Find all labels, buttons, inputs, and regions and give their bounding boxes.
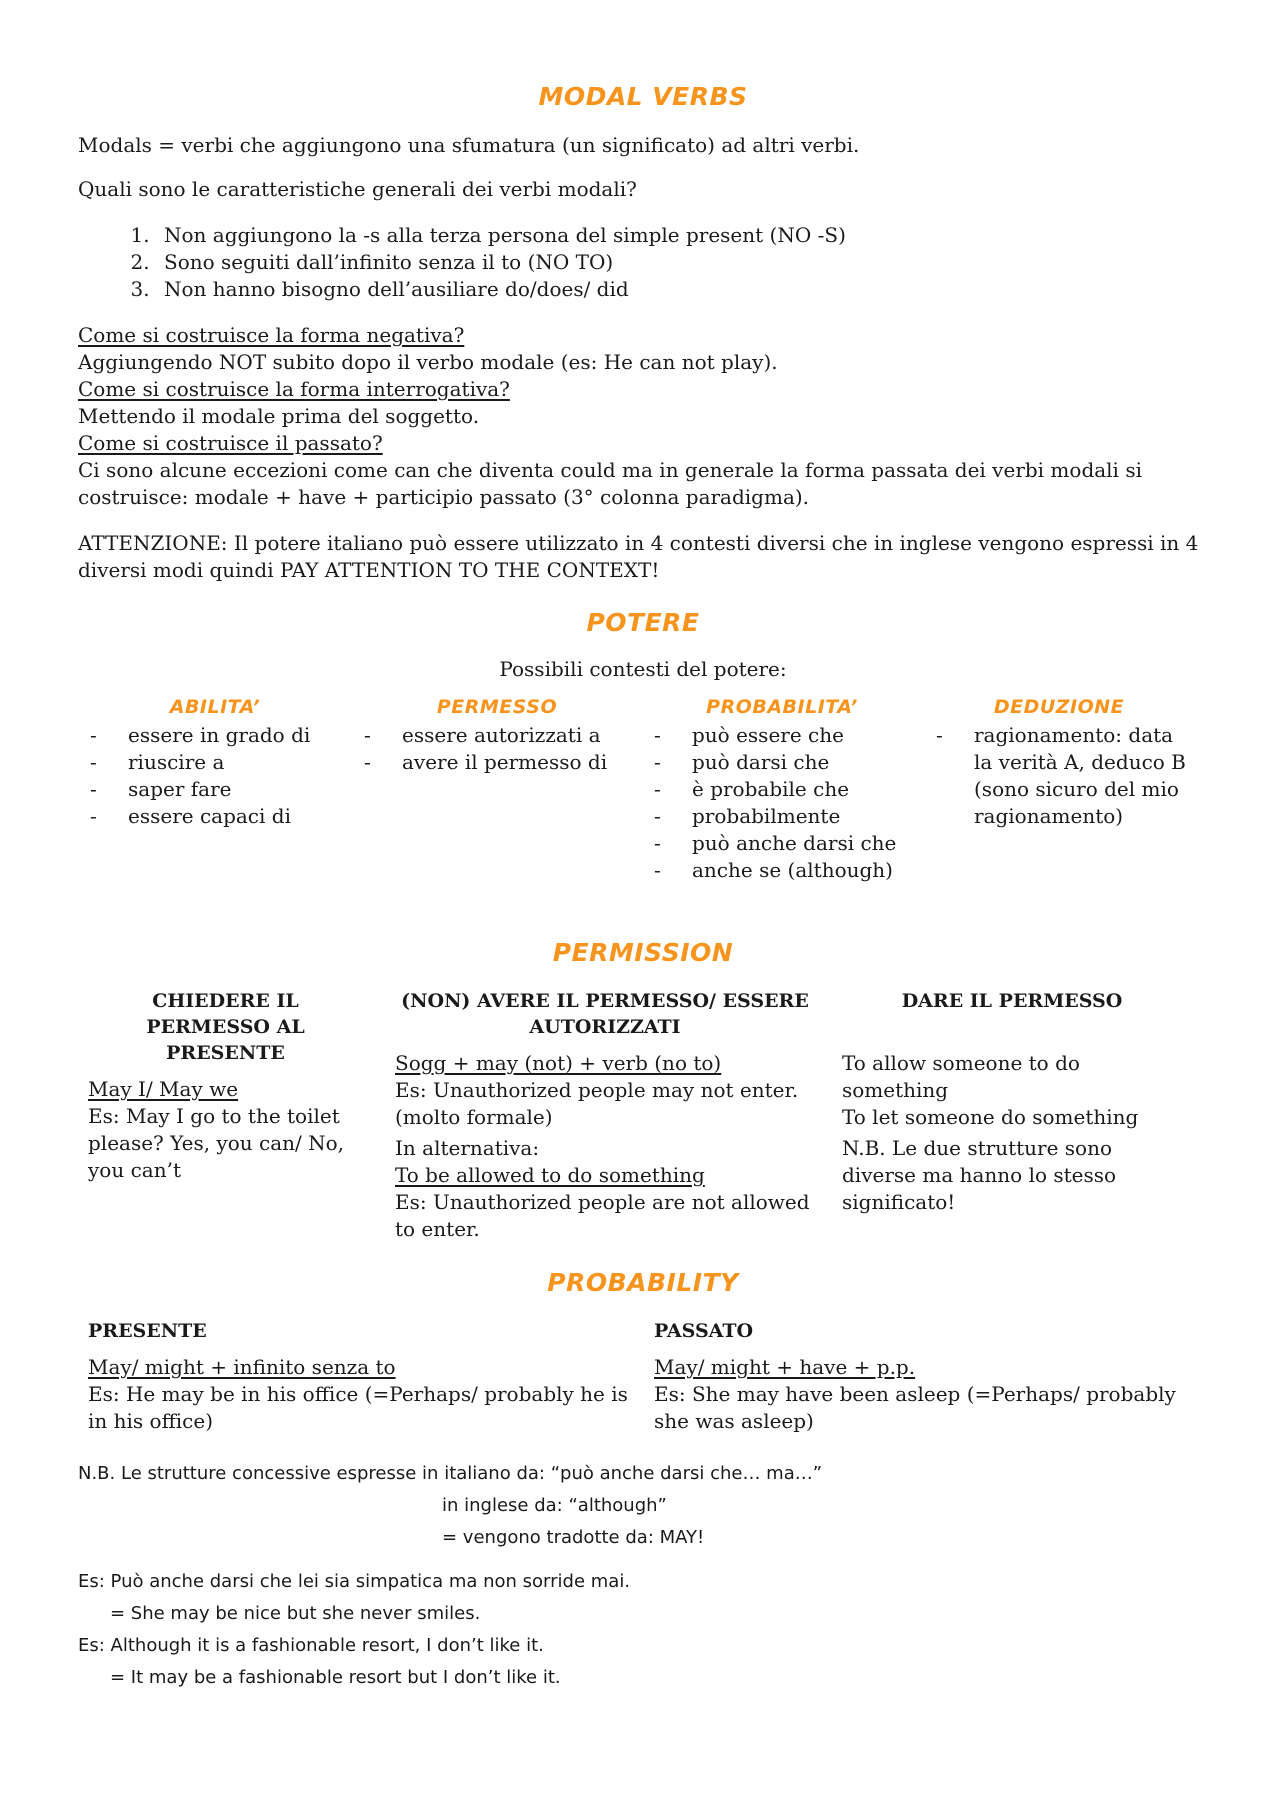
alternative-rule: To be allowed to do something [395, 1163, 705, 1187]
column-heading: ABILITA’ [169, 696, 261, 718]
list-item: - può darsi che [642, 749, 922, 776]
potere-column-abilita [78, 696, 352, 830]
list-item: - essere in grado di [78, 722, 352, 749]
negative-answer: Aggiungendo NOT subito dopo il verbo modale (es: He can not play). [78, 350, 778, 374]
structure-let: To let someone do something [842, 1105, 1139, 1129]
list-item: - essere autorizzati a [352, 722, 642, 749]
translation-line: = It may be a fashionable resort but I don’t like it. [110, 1667, 561, 1688]
list-item: 3. Non hanno bisogno dell’ausiliare do/does/ did [156, 276, 1256, 303]
column-heading: (NON) AVERE IL PERMESSO/ ESSERE AUTORIZZATI [401, 990, 809, 1038]
column-heading: DEDUZIONE [993, 696, 1125, 718]
note-line: = vengono tradotte da: MAY! [442, 1527, 705, 1548]
probability-past [654, 1318, 1194, 1435]
example: Es: May I go to the toilet please? Yes, you can/ No, you can’t [88, 1104, 344, 1182]
example-line: Es: Although it is a fashionable resort, I don’t like it. [78, 1635, 544, 1656]
alternative-label: In alternativa: [395, 1136, 540, 1160]
list-item: - essere capaci di [78, 803, 352, 830]
alternative-example: Es: Unauthorized people are not allowed to enter. [395, 1190, 810, 1241]
list-item: - avere il permesso di [352, 749, 642, 776]
potere-title: POTERE [586, 608, 700, 637]
page-title: MODAL VERBS [538, 82, 748, 111]
characteristics-question: Quali sono le caratteristiche generali dei verbi modali? [78, 177, 637, 201]
characteristics-list [78, 222, 1256, 303]
list-item: - ragionamento: data la verità A, deduco B (sono sicuro del mio ragionamento) [924, 722, 1194, 830]
past-question: Come si costruisce il passato? [78, 431, 383, 455]
column-heading: DARE IL PERMESSO [901, 990, 1123, 1012]
column-heading: PASSATO [654, 1320, 754, 1342]
definition: Modals = verbi che aggiungono una sfumatura (un significato) ad altri verbi. [78, 133, 860, 157]
note-line: N.B. Le strutture concessive espresse in italiano da: “può anche darsi che… ma…” [78, 1463, 823, 1484]
column-list [352, 722, 642, 776]
potere-column-permesso [352, 696, 642, 776]
note-line: in inglese da: “although” [442, 1495, 667, 1516]
list-item: - riuscire a [78, 749, 352, 776]
example: Es: He may be in his office (=Perhaps/ probably he is in his office) [88, 1382, 628, 1433]
list-item: - può essere che [642, 722, 922, 749]
attention-note: ATTENZIONE: Il potere italiano può essere utilizzato in 4 contesti diversi che in inglese vengono espressi in 4 diversi modi quindi PAY ATTENTION TO THE CONTEXT! [78, 531, 1199, 582]
example: Es: She may have been asleep (=Perhaps/ probably she was asleep) [654, 1382, 1176, 1433]
probability-present [88, 1318, 628, 1435]
permission-column-give [842, 988, 1182, 1216]
probability-title: PROBABILITY [547, 1268, 739, 1297]
negative-question: Come si costruisce la forma negativa? [78, 323, 465, 347]
forms-section [78, 322, 1218, 511]
note: N.B. Le due strutture sono diverse ma hanno lo stesso significato! [842, 1136, 1117, 1214]
permission-column-have [395, 988, 815, 1243]
column-list [78, 722, 352, 830]
column-heading: PROBABILITA’ [706, 696, 858, 718]
interrogative-answer: Mettendo il modale prima del soggetto. [78, 404, 480, 428]
concessive-note [78, 1458, 1218, 1694]
structure-allow: To allow someone to do something [842, 1051, 1080, 1102]
rule: May/ might + infinito senza to [88, 1355, 396, 1379]
column-heading: PRESENTE [88, 1320, 207, 1342]
list-item: - è probabile che [642, 776, 922, 803]
column-list [924, 722, 1194, 830]
permission-column-ask [88, 988, 363, 1184]
interrogative-question: Come si costruisce la forma interrogativa? [78, 377, 510, 401]
note: (molto formale) [395, 1105, 553, 1129]
column-heading: CHIEDERE IL PERMESSO AL PRESENTE [146, 990, 305, 1064]
potere-column-deduzione [924, 696, 1194, 830]
list-item: - probabilmente [642, 803, 922, 830]
list-item: - può anche darsi che [642, 830, 922, 857]
example-line: Es: Può anche darsi che lei sia simpatica ma non sorride mai. [78, 1571, 631, 1592]
rule: Sogg + may (not) + verb (no to) [395, 1051, 722, 1075]
rule: May I/ May we [88, 1077, 239, 1101]
past-answer: Ci sono alcune eccezioni come can che diventa could ma in generale la forma passata dei verbi modali si costruisce: modale + have + participio passato (3° colonna paradigma). [78, 458, 1142, 509]
translation-line: = She may be nice but she never smiles. [110, 1603, 481, 1624]
rule: May/ might + have + p.p. [654, 1355, 916, 1379]
potere-column-probabilita [642, 696, 922, 884]
potere-subtitle: Possibili contesti del potere: [499, 657, 787, 681]
list-item: 2. Sono seguiti dall’infinito senza il to (NO TO) [156, 249, 1256, 276]
list-item: - anche se (although) [642, 857, 922, 884]
example: Es: Unauthorized people may not enter. [395, 1078, 799, 1102]
permission-title: PERMISSION [552, 938, 734, 967]
column-heading: PERMESSO [436, 696, 558, 718]
list-item: - saper fare [78, 776, 352, 803]
list-item: 1. Non aggiungono la -s alla terza persona del simple present (NO -S) [156, 222, 1256, 249]
column-list [642, 722, 922, 884]
